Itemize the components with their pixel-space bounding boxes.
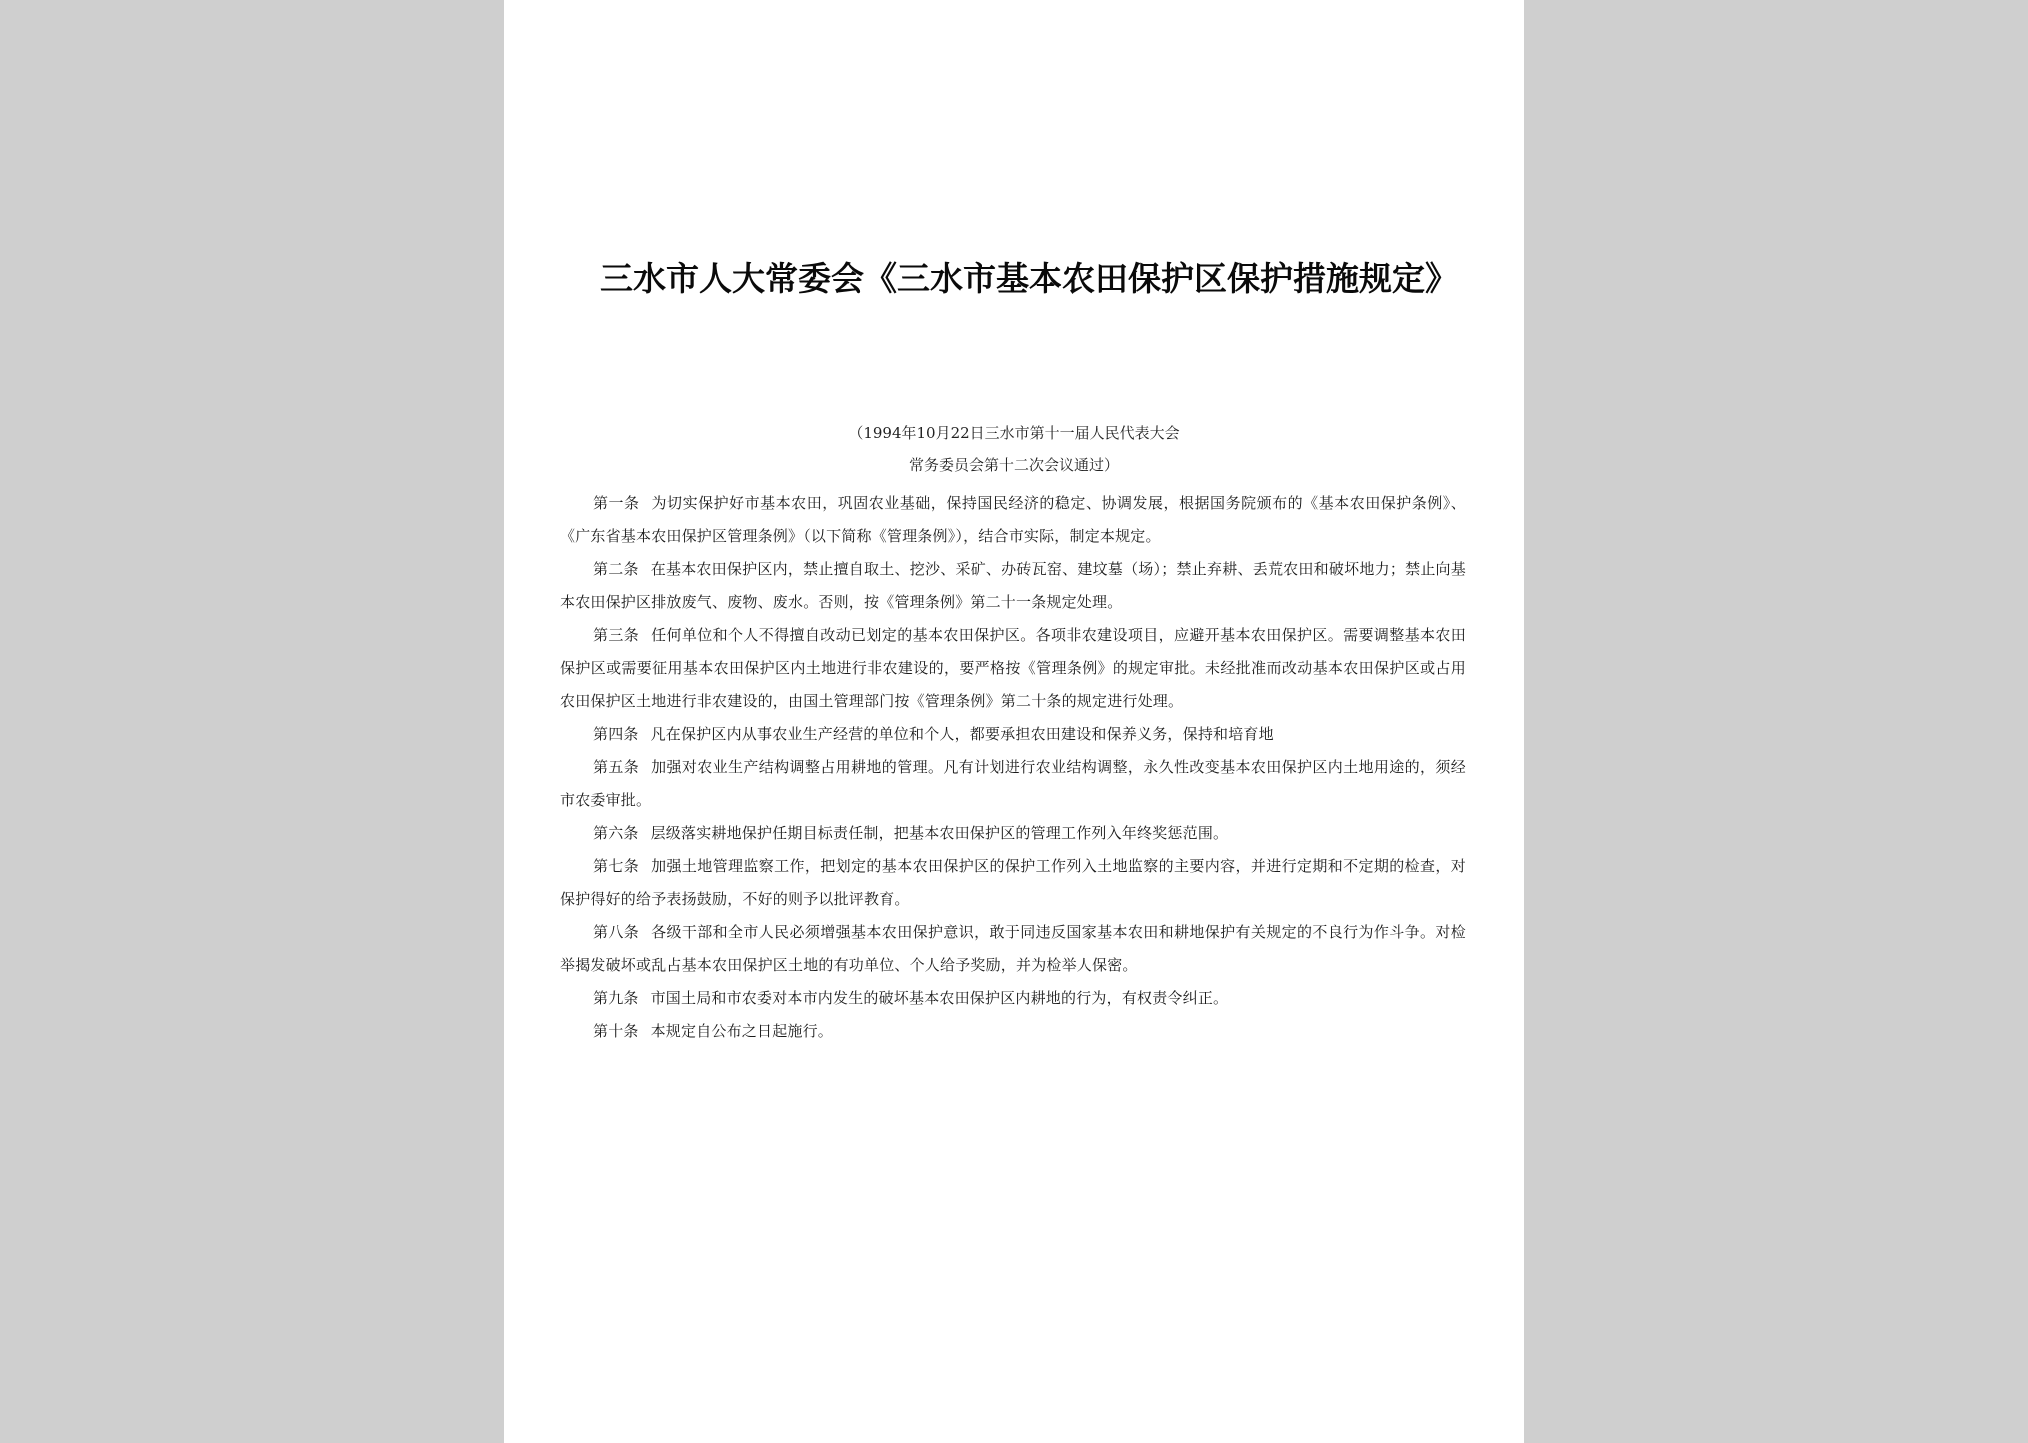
article-5 [560, 751, 1466, 817]
article-text: 凡在保护区内从事农业生产经营的单位和个人，都要承担农田建设和保养义务，保持和培育地 [650, 725, 1274, 743]
article-10 [560, 1015, 1466, 1048]
article-6 [560, 817, 1466, 850]
article-8 [560, 916, 1466, 982]
article-number: 第四条 [593, 725, 639, 743]
article-number: 第九条 [593, 989, 639, 1007]
document-page [504, 0, 1524, 1443]
article-1 [560, 487, 1466, 553]
article-number: 第七条 [593, 857, 640, 875]
article-7 [560, 850, 1466, 916]
article-number: 第六条 [593, 824, 639, 842]
article-text: 各级干部和全市人民必须增强基本农田保护意识，敢于同违反国家基本农田和耕地保护有关规定的不良行为作斗争。对检举揭发破坏或乱占基本农田保护区土地的有功单位、个人给予奖励，并为检举人保密。 [560, 923, 1466, 974]
article-number: 第八条 [593, 923, 640, 941]
article-2 [560, 553, 1466, 619]
article-text: 任何单位和个人不得擅自改动已划定的基本农田保护区。各项非农建设项目，应避开基本农田保护区。需要调整基本农田保护区或需要征用基本农田保护区内土地进行非农建设的，要严格按《管理条例》的规定审批。未经批准而改动基本农田保护区或占用农田保护区土地进行非农建设的，由国土管理部门按《管理条例》第二十条的规定进行处理。 [560, 626, 1466, 710]
adoption-note-line-1: （1994年10月22日三水市第十一届人民代表大会 [848, 424, 1180, 442]
article-number: 第十条 [593, 1022, 639, 1040]
article-text: 在基本农田保护区内，禁止擅自取土、挖沙、采矿、办砖瓦窑、建坟墓（场）；禁止弃耕、丢荒农田和破坏地力；禁止向基本农田保护区排放废气、废物、废水。否则，按《管理条例》第二十一条规定处理。 [560, 560, 1466, 611]
article-number: 第三条 [593, 626, 640, 644]
article-text: 市国土局和市农委对本市内发生的破坏基本农田保护区内耕地的行为，有权责令纠正。 [650, 989, 1229, 1007]
adoption-note-line-2: 常务委员会第十二次会议通过） [908, 456, 1119, 474]
article-text: 层级落实耕地保护任期目标责任制，把基本农田保护区的管理工作列入年终奖惩范围。 [650, 824, 1229, 842]
article-list [560, 487, 1466, 1048]
article-number: 第一条 [593, 494, 640, 512]
article-text: 为切实保护好市基本农田，巩固农业基础，保持国民经济的稳定、协调发展，根据国务院颁布的《基本农田保护条例》、《广东省基本农田保护区管理条例》（以下简称《管理条例》），结合市实际，制定本规定。 [560, 494, 1466, 545]
article-3 [560, 619, 1466, 718]
article-text: 加强对农业生产结构调整占用耕地的管理。凡有计划进行农业结构调整，永久性改变基本农田保护区内土地用途的，须经市农委审批。 [560, 758, 1466, 809]
article-text: 加强土地管理监察工作，把划定的基本农田保护区的保护工作列入土地监察的主要内容，并进行定期和不定期的检查，对保护得好的给予表扬鼓励，不好的则予以批评教育。 [560, 857, 1466, 908]
article-number: 第二条 [593, 560, 639, 578]
document-title: 三水市人大常委会《三水市基本农田保护区保护措施规定》 [600, 259, 1458, 298]
article-4 [560, 718, 1466, 751]
article-number: 第五条 [593, 758, 640, 776]
article-9 [560, 982, 1466, 1015]
article-text: 本规定自公布之日起施行。 [650, 1022, 834, 1040]
